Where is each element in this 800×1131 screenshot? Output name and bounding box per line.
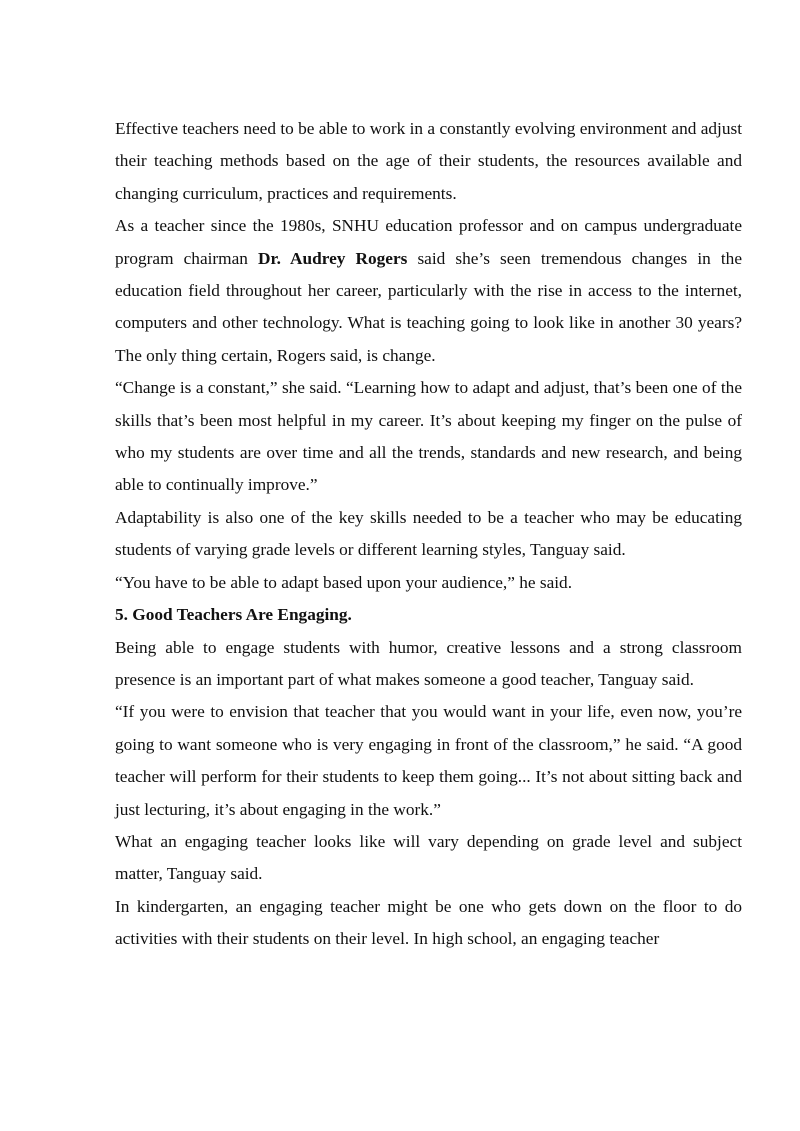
- paragraph-envision-quote: “If you were to envision that teacher that you would want in your life, even now, you’re going to want someone who is very engaging in front of the classroom,” he said. “A good teacher will perform for their students to keep them going... It’s not about sitting back and just lecturing, it’s about engaging in the work.”: [115, 702, 742, 819]
- paragraph-adaptability: Adaptability is also one of the key skills needed to be a teacher who may be educating students of varying grade levels or different learning styles, Tanguay said.: [115, 507, 742, 560]
- document-body: [115, 113, 742, 956]
- paragraph-text-after: said she’s seen tremendous changes in the education field throughout her career, particularly with the rise in access to the internet, computers and other technology. What is teaching going to look like in another 30 years? The only thing certain, Rogers said, is change.: [115, 248, 742, 365]
- paragraph-engage-students: Being able to engage students with humor, creative lessons and a strong classroom presence is an important part of what makes someone a good teacher, Tanguay said.: [115, 637, 742, 689]
- paragraph-grade-level: What an engaging teacher looks like will vary depending on grade level and subject matter, Tanguay said.: [115, 831, 742, 884]
- name-dr-audrey-rogers: Dr. Audrey Rogers: [258, 248, 408, 268]
- paragraph-effective-teachers: Effective teachers need to be able to work in a constantly evolving environment and adjust their teaching methods based on the age of their students, the resources available and changing curriculum, practices and requirements.: [115, 119, 742, 203]
- section-heading-engaging: 5. Good Teachers Are Engaging.: [115, 605, 352, 625]
- paragraph-text-before: As a teacher since the 1980s, SNHU education professor and on campus undergraduate program chairman: [115, 216, 742, 268]
- paragraph-adapt-audience-quote: “You have to be able to adapt based upon your audience,” he said.: [115, 572, 573, 592]
- paragraph-change-quote: “Change is a constant,” she said. “Learning how to adapt and adjust, that’s been one of the skills that’s been most helpful in my career. It’s about keeping my finger on the pulse of who my students are over time and all the trends, standards and new research, and being able to continually improve.”: [115, 378, 742, 495]
- paragraph-audrey-rogers: [115, 210, 742, 372]
- paragraph-kindergarten: In kindergarten, an engaging teacher might be one who gets down on the floor to do activities with their students on their level. In high school, an engaging teacher: [115, 896, 742, 949]
